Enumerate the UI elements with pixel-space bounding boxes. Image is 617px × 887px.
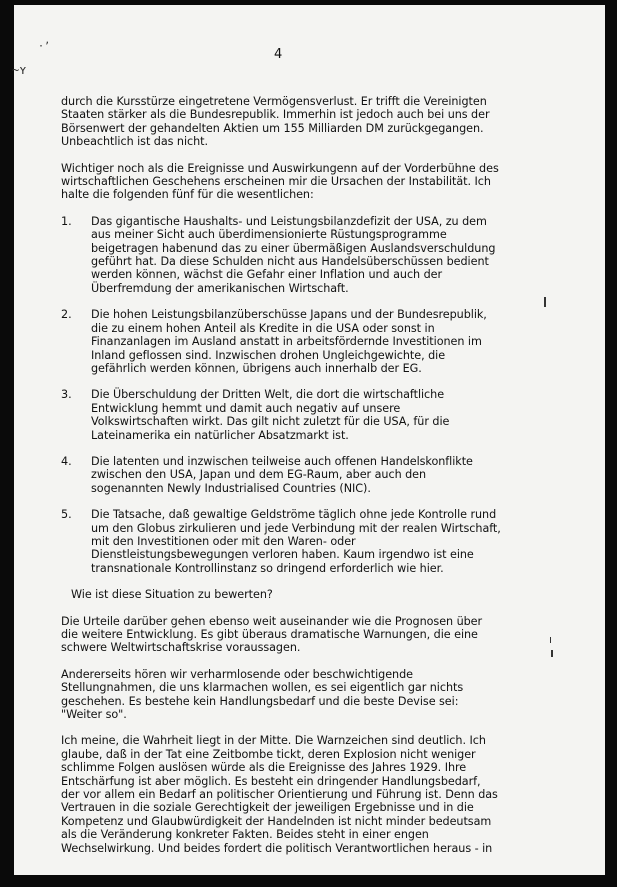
list-item (61, 508, 501, 575)
truth-paragraph: Ich meine, die Wahrheit liegt in der Mitte. Die Warnzeichen sind deutlich. Ich glaube, daß in der Tat eine Zeitbombe tickt, deren Explosion nicht weniger schlimme Folgen auslösen würde als die Ereignisse des Jahres 1929. Ihre Entschärfung ist aber möglich. Es besteht ein dringender Handlungsbedarf, der vor allem ein Bedarf an politischer Orientierung und Führung ist. Denn das Vertrauen in die soziale Gerechtigkeit der jeweiligen Ergebnisse und in die Kompetenz und Glaubwürdigkeit der Handelnden ist nicht minder bedeutsam als die Veränderung konkreter Fakten. Beides steht in einer engen Wechselwirkung. Und beides fordert die politisch Verantwortlichen heraus - in (61, 734, 498, 855)
margin-mark (551, 650, 553, 657)
other-side-paragraph: Andererseits hören wir verharmlosende oder beschwichtigende Stellungnahmen, die uns klarmachen wollen, es sei eigentlich gar nichts geschehen. Es bestehe kein Handlungsbedarf und die beste Devise sei: "Weiter so". (61, 667, 464, 722)
judgements-paragraph: Die Urteile darüber gehen ebenso weit auseinander wie die Prognosen über die weitere Entwicklung. Es gibt überaus dramatische Warnungen, die eine schwere Weltwirtschaftskrise voraussagen. (61, 614, 483, 655)
list-item (61, 215, 501, 295)
list-item-text: Die Tatsache, daß gewaltige Geldströme täglich ohne jede Kontrolle rund um den Globus zirkulieren und jede Verbindung mit der realen Wirtschaft, mit den Investitionen oder mit den Waren- oder Dienstleistungsbewegungen verloren haben. Kaum irgendwo ist eine transnationale Kontrollinstanz so dringend erforderlich wie hier. (91, 508, 501, 575)
question-heading: Wie ist diese Situation zu bewerten? (71, 588, 273, 602)
scan-speck: ~ʏ (12, 63, 27, 77)
scan-speck: ·ʼ (38, 41, 51, 52)
margin-mark (544, 297, 546, 307)
list-item (61, 388, 501, 442)
causes-list (61, 215, 501, 575)
document-body (61, 95, 501, 868)
list-number: 2. (61, 308, 72, 322)
list-item-text: Das gigantische Haushalts- und Leistungsbilanzdefizit der USA, zu dem aus meiner Sicht auch überdimensionierte Rüstungsprogramme beigetragen habenund das zu einer übermäßigen Auslandsverschuldung geführt hat. Da diese Schulden nicht aus Handelsüberschüssen bedient werden können, wächst die Gefahr einer Inflation und auch der Überfremdung der amerikanischen Wirtschaft. (91, 214, 496, 295)
list-number: 3. (61, 388, 72, 402)
page-number: 4 (274, 47, 283, 62)
document-page (14, 5, 605, 875)
list-number: 5. (61, 508, 72, 522)
list-item-text: Die latenten und inzwischen teilweise auch offenen Handelskonflikte zwischen den USA, Japan und dem EG-Raum, aber auch den sogenannten Newly Industrialised Countries (NIC). (91, 454, 473, 495)
list-item (61, 455, 501, 495)
list-item-text: Die hohen Leistungsbilanzüberschüsse Japans und der Bundesrepublik, die zu einem hohen Anteil als Kredite in die USA oder sonst in Finanzanlagen im Ausland anstatt in arbeitsfördernde Investitionen im Inland geflossen sind. Inzwischen drohen Ungleichgewichte, die gefährlich werden können, übrigens auch innerhalb der EG. (91, 308, 487, 375)
list-item (61, 308, 501, 375)
intro-paragraph: durch die Kursstürze eingetretene Vermögensverlust. Er trifft die Vereinigten Staaten stärker als die Bundesrepublik. Immerhin ist jedoch auch bei uns der Börsenwert der gehandelten Aktien um 155 Milliarden DM zurückgegangen. Unbeachtlich ist das nicht. (61, 95, 490, 149)
lead-paragraph: Wichtiger noch als die Ereignisse und Auswirkungenn auf der Vorderbühne des wirtschaftlichen Geschehens erscheinen mir die Ursachen der Instabilität. Ich halte die folgenden fünf für die wesentlichen: (61, 161, 499, 202)
page-content (14, 5, 605, 875)
list-item-text: Die Überschuldung der Dritten Welt, die dort die wirtschaftliche Entwicklung hemmt und damit auch negativ auf unsere Volkswirtschaften wirkt. Das gilt nicht zuletzt für die USA, für die Lateinamerika ein natürlicher Absatzmarkt ist. (91, 388, 450, 442)
margin-mark (550, 637, 551, 643)
list-number: 4. (61, 454, 72, 468)
list-number: 1. (61, 214, 72, 228)
